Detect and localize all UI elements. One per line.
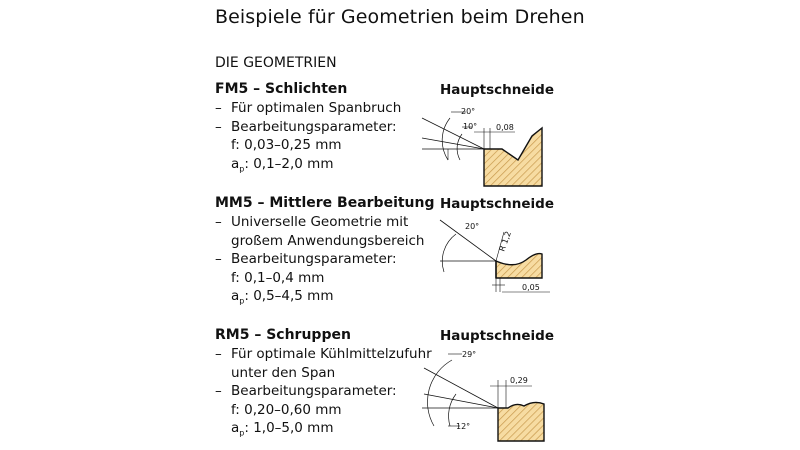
bullet-item: – Für optimale Kühlmittelzufuhr: [215, 346, 432, 362]
bullet-item: – Für optimalen Spanbruch: [215, 100, 402, 116]
angle-label: 29°: [462, 350, 477, 359]
geometry-name: RM5 – Schruppen: [215, 327, 351, 343]
feed-parameter: f: 0,03–0,25 mm: [231, 137, 342, 153]
section-heading: DIE GEOMETRIEN: [215, 55, 337, 71]
depth-parameter: $a_p$: 0,1–2,0 mm: [231, 155, 334, 174]
bullet-item: – Universelle Geometrie mit: [215, 214, 409, 230]
angle-label: 10°: [463, 122, 478, 131]
workpiece-profile: [498, 402, 544, 441]
cutting-edge-figure-rm5: [410, 346, 560, 446]
figure-caption: Hauptschneide: [440, 328, 554, 344]
angle-label: 20°: [461, 107, 476, 116]
bullet-item: – Bearbeitungsparameter:: [215, 118, 397, 135]
dimension-label: 0,08: [496, 123, 514, 132]
geometry-name: FM5 – Schlichten: [215, 81, 348, 97]
radius-label: R 1,2: [497, 230, 514, 253]
workpiece-profile: [496, 254, 542, 278]
page-title: Beispiele für Geometrien beim Drehen: [215, 6, 585, 28]
angle-label: 12°: [456, 422, 471, 431]
geometry-mm5: [215, 193, 435, 311]
dimension-label: 0,05: [522, 283, 540, 292]
depth-parameter: $a_p$: 0,5–4,5 mm: [231, 288, 334, 306]
cutting-edge-figure-fm5: [410, 96, 560, 186]
feed-parameter: f: 0,1–0,4 mm: [231, 269, 325, 286]
depth-parameter: $a_p$: 1,0–5,0 mm: [231, 420, 334, 438]
bullet-item-continuation: unter den Span: [231, 364, 336, 381]
workpiece-profile: [484, 128, 542, 186]
bullet-item: – Bearbeitungsparameter:: [215, 383, 397, 399]
bullet-item-continuation: großem Anwendungsbereich: [231, 232, 425, 249]
dimension-label: 0,29: [510, 376, 528, 385]
figure-caption: Hauptschneide: [440, 196, 554, 212]
angle-label: 20°: [465, 222, 480, 231]
geometry-rm5: [215, 325, 432, 443]
cutting-edge-figure-mm5: [410, 212, 560, 302]
feed-parameter: f: 0,20–0,60 mm: [231, 401, 342, 418]
geometry-fm5: [215, 79, 425, 179]
figure-caption: Hauptschneide: [440, 82, 554, 98]
bullet-item: – Bearbeitungsparameter:: [215, 251, 397, 267]
geometry-name: MM5 – Mittlere Bearbeitung: [215, 195, 435, 211]
